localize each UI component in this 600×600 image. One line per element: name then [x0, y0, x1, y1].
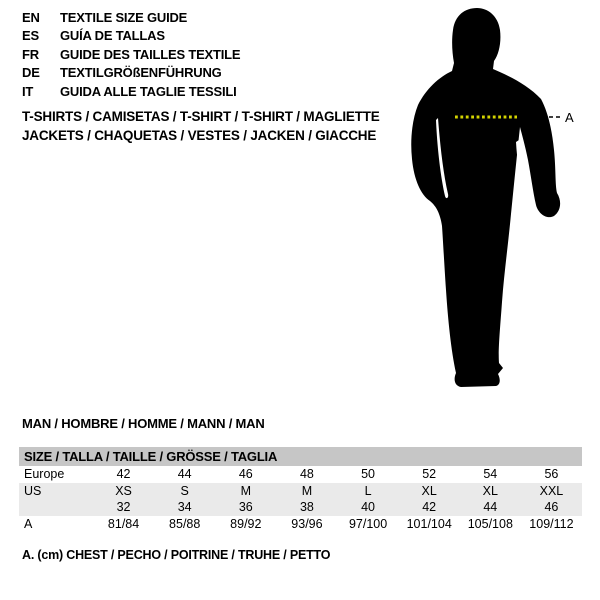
measure-label-a: A [565, 110, 574, 125]
size-cell: 50 [361, 467, 376, 482]
table-row-us [19, 483, 582, 500]
man-silhouette [411, 8, 560, 387]
size-cell: 46 [238, 467, 253, 482]
size-cell: M [215, 483, 276, 500]
size-cell: 93/96 [291, 516, 323, 531]
table-row-europe [19, 466, 582, 483]
size-cell: L [338, 483, 399, 500]
size-cell: XXL [521, 483, 582, 500]
size-cell: 105/108 [467, 516, 513, 531]
row-label: Europe [24, 467, 65, 482]
size-cell: 54 [483, 467, 498, 482]
language-code: FR [22, 46, 39, 62]
size-cell: 109/112 [529, 516, 574, 531]
language-title-list [22, 8, 240, 101]
language-title: TEXTILE SIZE GUIDE [60, 9, 188, 25]
size-cell: 46 [521, 499, 582, 516]
size-cell: 44 [460, 499, 521, 516]
size-cell: 38 [276, 499, 337, 516]
garment-categories [22, 107, 380, 145]
language-code: DE [22, 65, 40, 81]
table-row-chest [19, 516, 582, 533]
size-cell: 97/100 [348, 516, 388, 531]
table-row-numeric [19, 499, 582, 516]
language-row [22, 82, 240, 101]
language-row [22, 64, 240, 83]
language-code: IT [22, 83, 34, 99]
size-cell: 42 [399, 499, 460, 516]
language-title: GUÍA DE TALLAS [60, 28, 165, 44]
language-title: TEXTILGRÖßENFÜHRUNG [60, 65, 222, 81]
size-table [19, 447, 582, 532]
size-cell: 34 [154, 499, 215, 516]
size-cell: XL [460, 483, 521, 500]
language-row [22, 8, 240, 27]
measurement-footnote: A. (cm) CHEST / PECHO / POITRINE / TRUHE / PETTO [22, 548, 331, 562]
size-cell: 32 [93, 499, 154, 516]
size-table-header-row [19, 447, 582, 466]
size-cell: XL [399, 483, 460, 500]
size-cell: 40 [338, 499, 399, 516]
size-cell: 52 [422, 467, 437, 482]
size-cell: 85/88 [169, 516, 201, 531]
man-silhouette-svg [395, 2, 590, 400]
size-cell: M [276, 483, 337, 500]
language-code: EN [22, 9, 40, 25]
size-cell: 89/92 [230, 516, 262, 531]
size-cell: 101/104 [406, 516, 452, 531]
category-tshirts: T-SHIRTS / CAMISETAS / T-SHIRT / T-SHIRT / MAGLIETTE [22, 109, 380, 124]
size-cell: 42 [116, 467, 131, 482]
size-cell: S [154, 483, 215, 500]
category-jackets: JACKETS / CHAQUETAS / VESTES / JACKEN / GIACCHE [22, 128, 377, 143]
language-title: GUIDA ALLE TAGLIE TESSILI [60, 83, 237, 99]
language-title: GUIDE DES TAILLES TEXTILE [60, 46, 241, 62]
size-table-header: SIZE / TALLA / TAILLE / GRÖSSE / TAGLIA [19, 447, 582, 466]
size-cell: 81/84 [107, 516, 140, 531]
size-cell: 48 [299, 467, 314, 482]
size-cell: 56 [544, 467, 559, 482]
row-label [19, 499, 93, 516]
man-figure [395, 2, 590, 400]
size-cell: 36 [215, 499, 276, 516]
language-row [22, 45, 240, 64]
size-cell: 44 [177, 467, 192, 482]
row-label: US [19, 483, 93, 500]
size-cell: XS [93, 483, 154, 500]
language-row [22, 27, 240, 46]
language-code: ES [22, 28, 39, 44]
row-label: A [24, 516, 33, 531]
section-title-man: MAN / HOMBRE / HOMME / MANN / MAN [22, 416, 265, 431]
